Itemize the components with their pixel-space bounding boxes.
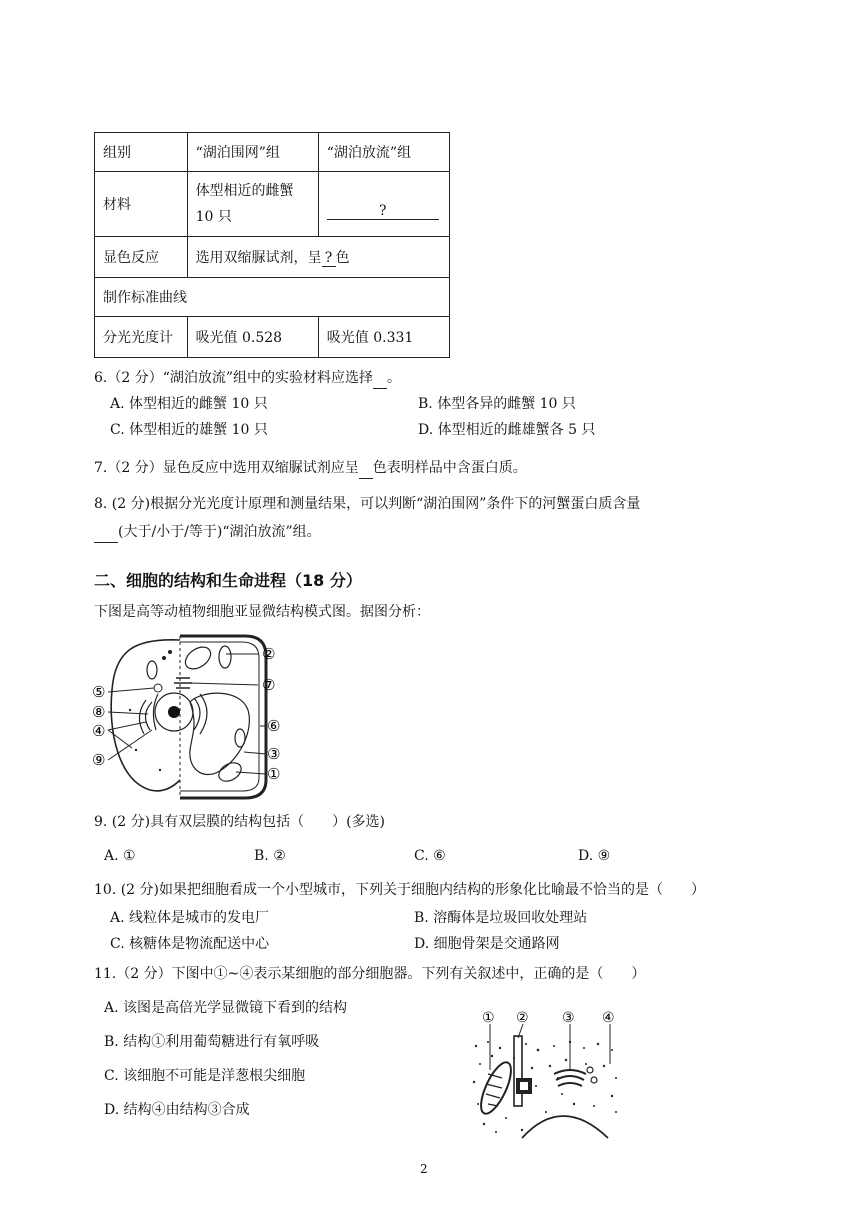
ribosome-dot [168, 650, 172, 654]
leader-line [108, 712, 148, 714]
table-cell [318, 172, 449, 237]
table-cell: 分光光度计 [95, 317, 188, 358]
question-11-stem: 11.（2 分）下图中①~④表示某细胞的部分细胞器。下列有关叙述中，正确的是（ ） [94, 966, 646, 982]
vesicle-shape [154, 684, 162, 692]
answer-blank [94, 522, 118, 543]
page-number: 2 [420, 1162, 428, 1176]
table-row [95, 133, 450, 172]
diagram-background [470, 1038, 620, 1138]
leader-line [190, 683, 258, 685]
option-d: D. ⑨ [578, 848, 611, 864]
option-a: A. 线粒体是城市的发电厂 [110, 910, 270, 926]
diagram-label: ④ [92, 722, 106, 740]
question-8-line1: 8. (2 分)根据分光光度计原理和测量结果，可以判断“湖泊围网”条件下的河蟹蛋白质含量 [94, 496, 641, 512]
diagram-label: ⑨ [92, 751, 106, 769]
answer-blank: ? [327, 203, 439, 220]
question-text: “湖泊放流”组。 [222, 524, 321, 540]
diagram-label: ⑤ [92, 683, 106, 701]
reaction-text: 色 [335, 250, 350, 266]
table-cell: 材料 [95, 172, 188, 237]
diagram-label: ① [482, 1010, 495, 1026]
table-cell: “湖泊放流”组 [318, 133, 449, 172]
option-b: B. ② [254, 848, 286, 864]
diagram-label: ② [262, 645, 276, 663]
option-c: C. 核糖体是物流配送中心 [110, 936, 270, 952]
answer-blank [359, 458, 373, 479]
option-c: C. ⑥ [414, 848, 446, 864]
question-9-stem: 9. (2 分)具有双层膜的结构包括（ ）(多选) [94, 814, 386, 830]
golgi-shape [174, 678, 192, 688]
material-line: 体型相近的雌蟹 [195, 183, 294, 199]
table-cell: 组别 [95, 133, 188, 172]
answer-blank: ? [322, 250, 336, 267]
option-c: C. 该细胞不可能是洋葱根尖细胞 [104, 1068, 306, 1084]
question-text: 。 [387, 370, 402, 386]
ribosome-dot [162, 656, 166, 660]
ribosome-dot [159, 769, 161, 771]
centriole-core [520, 1082, 528, 1090]
diagram-label: ④ [602, 1010, 615, 1026]
table-row [95, 317, 450, 358]
question-6-stem [94, 368, 401, 389]
question-8-line2 [94, 522, 321, 543]
option-d: D. 体型相近的雌雄蟹各 5 只 [418, 422, 596, 438]
question-7 [94, 458, 527, 479]
table-cell: 显色反应 [95, 237, 188, 278]
leader-line [108, 688, 154, 692]
question-text: 6.（2 分）“湖泊放流”组中的实验材料应选择 [94, 370, 374, 386]
option-a: A. 体型相近的雌蟹 10 只 [110, 396, 268, 412]
option-b: B. 体型各异的雌蟹 10 只 [418, 396, 576, 412]
organelle-diagram [466, 1008, 626, 1140]
diagram-label: ② [516, 1010, 529, 1026]
er-shape-2 [194, 694, 207, 734]
ribosome-dot [129, 709, 131, 711]
option-b: B. 溶酶体是垃圾回收处理站 [414, 910, 588, 926]
table-cell [187, 172, 318, 237]
option-d: D. 结构④由结构③合成 [104, 1102, 250, 1118]
option-b: B. 结构①利用葡萄糖进行有氧呼吸 [104, 1034, 320, 1050]
ribosome-dot [135, 749, 137, 751]
diagram-label: ⑦ [262, 676, 276, 694]
diagram-label: ⑧ [92, 703, 106, 721]
option-d: D. 细胞骨架是交通路网 [414, 936, 560, 952]
nucleolus-shape [168, 706, 180, 718]
option-a: A. ① [104, 848, 136, 864]
cell-structure-diagram [90, 630, 290, 805]
experiment-table [94, 132, 450, 358]
question-text: 色表明样品中含蛋白质。 [372, 460, 527, 476]
chloroplast-shape [181, 643, 214, 674]
table-cell: 制作标准曲线 [95, 278, 450, 317]
table-row [95, 172, 450, 237]
mitochondrion-shape [219, 646, 231, 668]
question-text: (大于/小于/等于) [118, 524, 223, 540]
option-c: C. 体型相近的雄蟹 10 只 [110, 422, 268, 438]
diagram-label: ① [267, 765, 281, 783]
question-10-stem: 10. (2 分)如果把细胞看成一个小型城市，下列关于细胞内结构的形象化比喻最不恰当的是（ ） [94, 882, 705, 898]
leader-line [244, 752, 266, 754]
question-text: 7.（2 分）显色反应中选用双缩脲试剂应呈 [94, 460, 359, 476]
table-row [95, 278, 450, 317]
diagram-label: ⑥ [267, 717, 281, 735]
option-a: A. 该图是高倍光学显微镜下看到的结构 [104, 1000, 348, 1016]
answer-blank [373, 368, 387, 389]
leader-line [108, 730, 132, 748]
mitochondrion-shape-3 [235, 729, 245, 747]
section-title: 二、细胞的结构和生命进程（18 分） [94, 571, 362, 590]
table-row [95, 237, 450, 278]
material-line: 10 只 [195, 209, 232, 225]
mitochondrion-shape-2 [147, 661, 157, 679]
table-cell: “湖泊围网”组 [187, 133, 318, 172]
table-cell [187, 237, 449, 278]
reaction-text: 选用双缩脲试剂，呈 [195, 250, 322, 266]
section-intro: 下图是高等动植物细胞亚显微结构模式图。据图分析： [94, 604, 430, 620]
diagram-label: ③ [267, 745, 281, 763]
diagram-label: ③ [562, 1010, 575, 1026]
table-cell: 吸光值 0.331 [318, 317, 449, 358]
table-cell: 吸光值 0.528 [187, 317, 318, 358]
